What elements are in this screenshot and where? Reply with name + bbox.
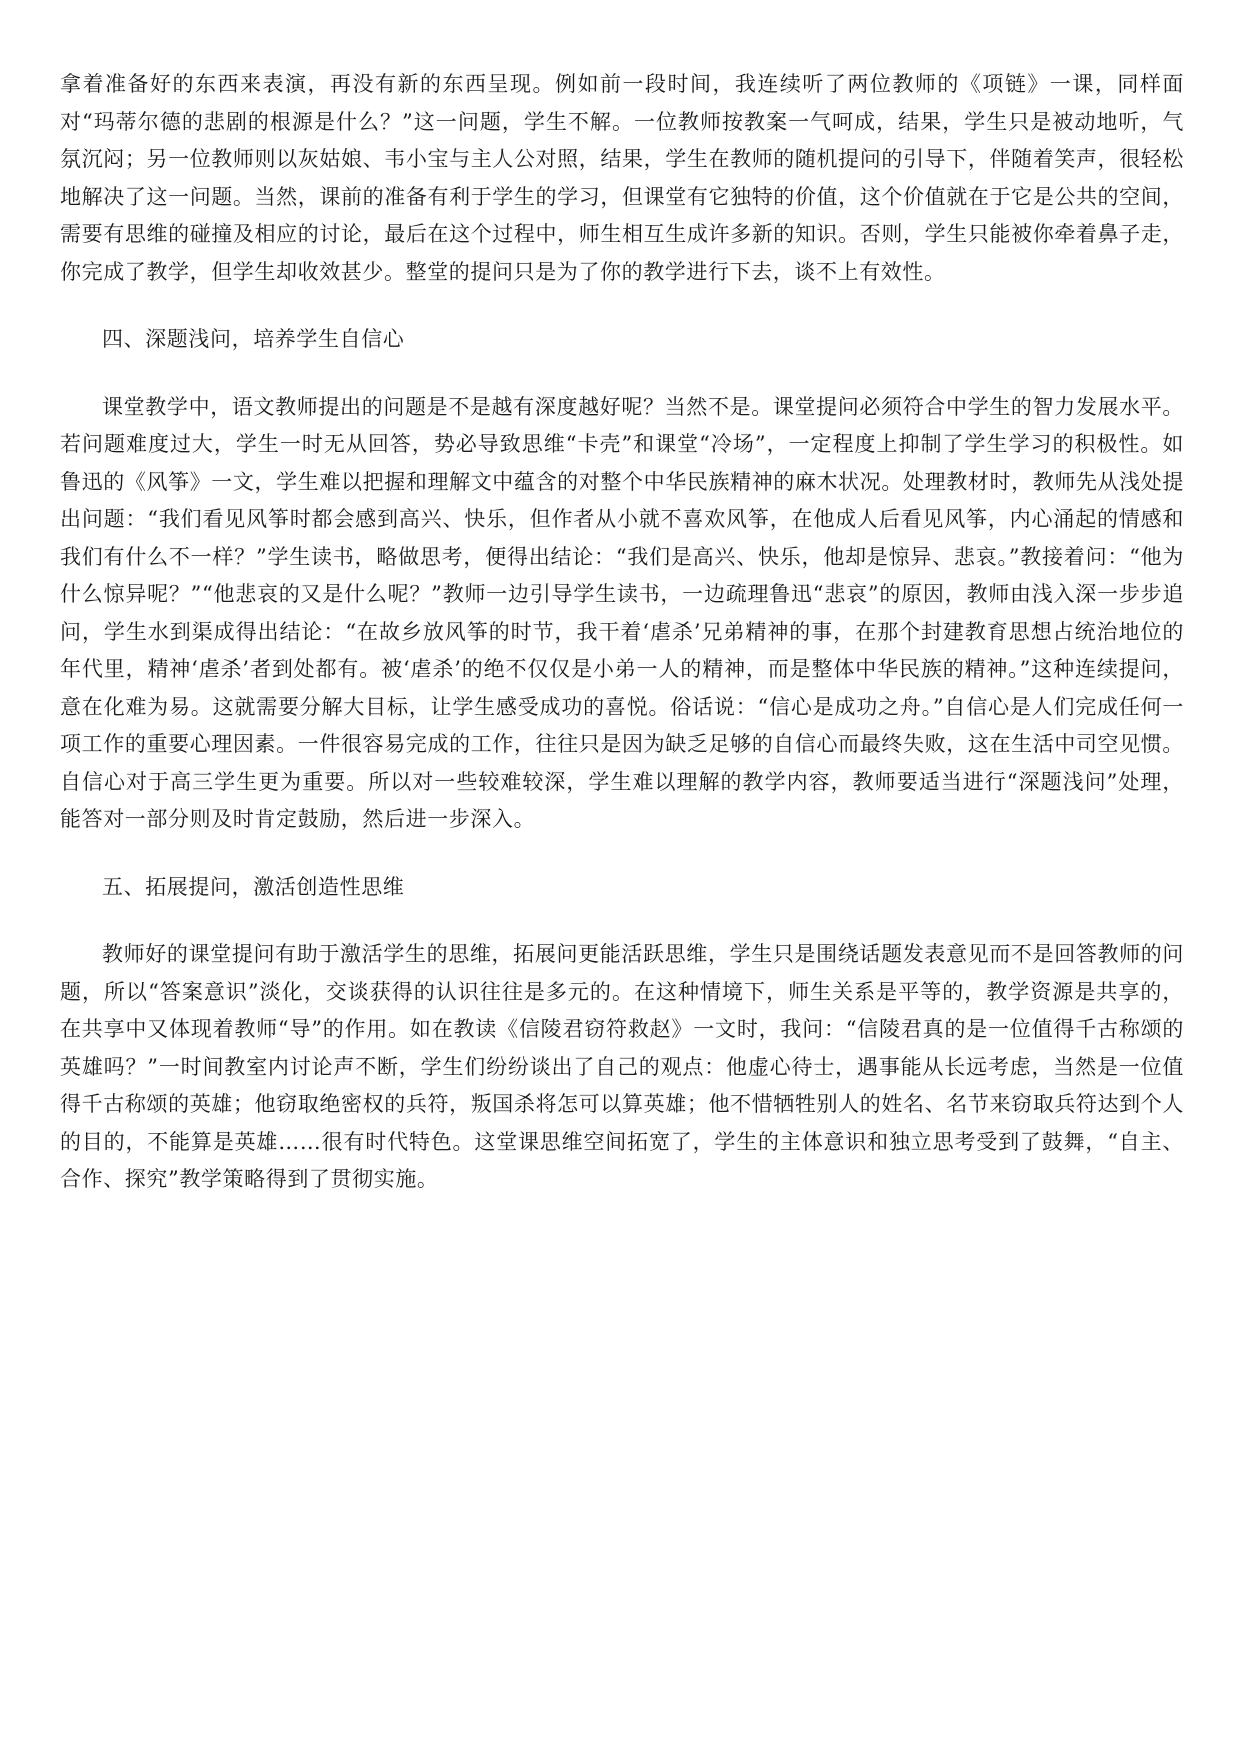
section-heading-4: 四、深题浅问，培养学生自信心 bbox=[102, 327, 405, 351]
paragraph-section-4: 课堂教学中，语文教师提出的问题是不是越有深度越好呢？当然不是。课堂提问必须符合中学生的智力发展水平。若问题难度过大，学生一时无从回答，势必导致思维“卡壳”和课堂“冷场”，一定程度上抑制了学生学习的积极性。如鲁迅的《风筝》一文，学生难以把握和理解文中蕴含的对整个中华民族精神的麻木状况。处理教材时，教师先从浅处提出问题：“我们看见风筝时都会感到高兴、快乐，但作者从小就不喜欢风筝，在他成人后看见风筝，内心涌起的情感和我们有什么不一样？”学生读书，略做思考，便得出结论：“我们是高兴、快乐，他却是惊异、悲哀。”教接着问：“他为什么惊异呢？”“他悲哀的又是什么呢？”教师一边引导学生读书，一边疏理鲁迅“悲哀”的原因，教师由浅入深一步步追问，学生水到渠成得出结论：“在故乡放风筝的时节，我干着‘虐杀’兄弟精神的事，在那个封建教育思想占统治地位的年代里，精神‘虐杀’者到处都有。被‘虐杀’的绝不仅仅是小弟一人的精神，而是整体中华民族的精神。”这种连续提问，意在化难为易。这就需要分解大目标，让学生感受成功的喜悦。俗话说：“信心是成功之舟。”自信心是人们完成任何一项工作的重要心理因素。一件很容易完成的工作，往往只是因为缺乏足够的自信心而最终失败，这在生活中司空见惯。自信心对于高三学生更为重要。所以对一些较难较深，学生难以理解的教学内容，教师要适当进行“深题浅问”处理，能答对一部分则及时肯定鼓励，然后进一步深入。 bbox=[60, 394, 1184, 831]
paragraph-gap bbox=[60, 359, 1184, 389]
paragraph-gap bbox=[60, 906, 1184, 936]
section-heading-5: 五、拓展提问，激活创造性思维 bbox=[102, 874, 405, 899]
paragraph-continuation: 拿着准备好的东西来表演，再没有新的东西呈现。例如前一段时间，我连续听了两位教师的《项链》一课，同样面对“玛蒂尔德的悲剧的根源是什么？”这一问题，学生不解。一位教师按教案一气呵成，结果，学生只是被动地听，气氛沉闷；另一位教师则以灰姑娘、韦小宝与主人公对照，结果，学生在教师的随机提问的引导下，伴随着笑声，很轻松地解决了这一问题。当然，课前的准备有利于学生的学习，但课堂有它独特的价值，这个价值就在于它是公共的空间，需要有思维的碰撞及相应的讨论，最后在这个过程中，师生相互生成许多新的知识。否则，学生只能被你牵着鼻子走，你完成了教学，但学生却收效甚少。整堂的提问只是为了你的教学进行下去，谈不上有效性。 bbox=[60, 72, 1184, 284]
paragraph-gap bbox=[60, 291, 1184, 321]
document-body bbox=[60, 66, 1184, 1199]
paragraph-gap bbox=[60, 839, 1184, 869]
paragraph-section-5: 教师好的课堂提问有助于激活学生的思维，拓展问更能活跃思维，学生只是围绕话题发表意见而不是回答教师的问题，所以“答案意识”淡化，交谈获得的认识往往是多元的。在这种情境下，师生关系是平等的，教学资源是共享的，在共享中又体现着教师“导”的作用。如在教读《信陵君窃符救赵》一文时，我问：“信陵君真的是一位值得千古称颂的英雄吗？”一时间教室内讨论声不断，学生们纷纷谈出了自己的观点：他虚心待士，遇事能从长远考虑，当然是一位值得千古称颂的英雄；他窃取绝密权的兵符，叛国杀将怎可以算英雄；他不惜牺牲别人的姓名、名节来窃取兵符达到个人的目的，不能算是英雄……很有时代特色。这堂课思维空间拓宽了，学生的主体意识和独立思考受到了鼓舞，“自主、合作、探究”教学策略得到了贯彻实施。 bbox=[60, 942, 1184, 1191]
